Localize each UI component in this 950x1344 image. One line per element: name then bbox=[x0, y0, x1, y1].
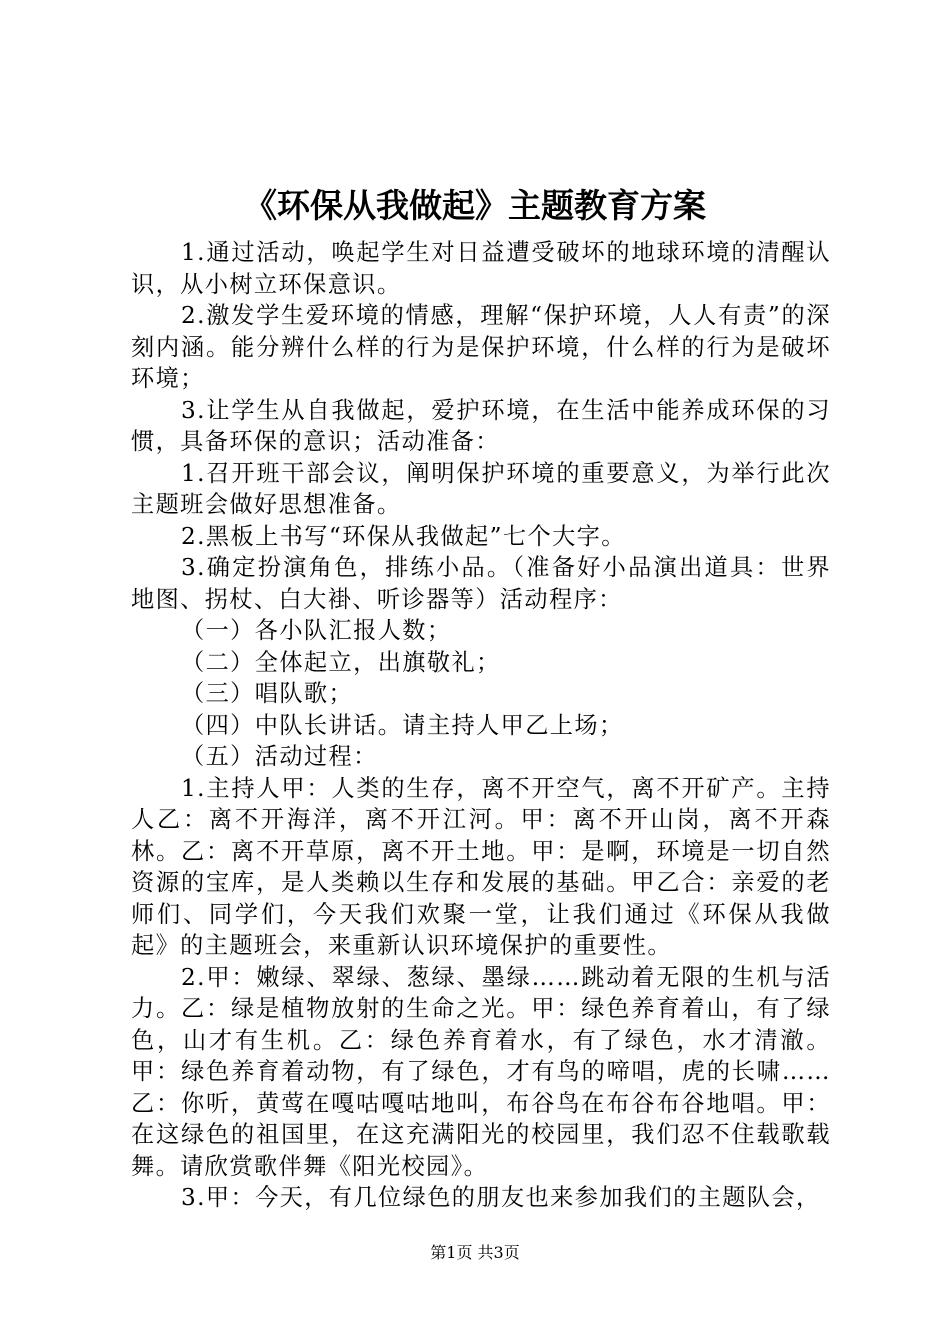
page-footer: 第1页 共3页 bbox=[430, 1243, 520, 1262]
document-body bbox=[131, 237, 831, 1214]
paragraph-goal-3: 3.让学生从自我做起，爱护环境，在生活中能养成环保的习惯，具备环保的意识；活动准备： bbox=[131, 396, 831, 455]
paragraph-goal-1: 1.通过活动，唤起学生对日益遭受破坏的地球环境的清醒认识，从小树立环保意识。 bbox=[131, 239, 831, 298]
process-paragraph-1: 1.主持人甲：人类的生存，离不开空气，离不开矿产。主持人乙：离不开海洋，离不开江河。甲：离不开山岗，离不开森林。乙：离不开草原，离不开土地。甲：是啊，环境是一切自然资源的宝库，是人类赖以生存和发展的基础。甲乙合：亲爱的老师们、同学们，今天我们欢聚一堂，让我们通过《环保从我做起》的主题班会，来重新认识环境保护的重要性。 bbox=[131, 774, 831, 959]
step-item-2: （二）全体起立，出旗敬礼； bbox=[181, 648, 501, 676]
paragraph-goal-2: 2.激发学生爱环境的情感，理解“保护环境，人人有责”的深刻内涵。能分辨什么样的行为是保护环境，什么样的行为是破坏环境； bbox=[131, 302, 831, 392]
step-item-5: （五）活动过程： bbox=[181, 743, 378, 770]
paragraph-prep-2: 2.黑板上书写“环保从我做起”七个大字。 bbox=[181, 522, 626, 550]
process-paragraph-3: 3.甲：今天，有几位绿色的朋友也来参加我们的主题队会， bbox=[181, 1184, 821, 1211]
step-item-3: （三）唱队歌； bbox=[181, 680, 354, 707]
paragraph-prep-3: 3.确定扮演角色，排练小品。（准备好小品演出道具：世界地图、拐杖、白大褂、听诊器等）活动程序： bbox=[131, 554, 831, 613]
step-item-1: （一）各小队汇报人数； bbox=[181, 617, 452, 644]
paragraph-prep-1: 1.召开班干部会议，阐明保护环境的重要意义，为举行此次主题班会做好思想准备。 bbox=[131, 459, 831, 518]
document-title: 《环保从我做起》主题教育方案 bbox=[244, 186, 706, 225]
process-paragraph-2: 2.甲：嫩绿、翠绿、葱绿、墨绿……跳动着无限的生机与活力。乙：绿是植物放射的生命之光。甲：绿色养育着山，有了绿色，山才有生机。乙：绿色养育着水，有了绿色，水才清澈。甲：绿色养育着动物，有了绿色，才有鸟的啼唱，虎的长啸……乙：你听，黄莺在嘎咕嘎咕地叫，布谷鸟在布谷布谷地唱。甲：在这绿色的祖国里，在这充满阳光的校园里，我们忍不住载歌载舞。请欣赏歌伴舞《阳光校园》。 bbox=[131, 963, 831, 1180]
step-item-4: （四）中队长讲话。请主持人甲乙上场； bbox=[181, 711, 624, 739]
